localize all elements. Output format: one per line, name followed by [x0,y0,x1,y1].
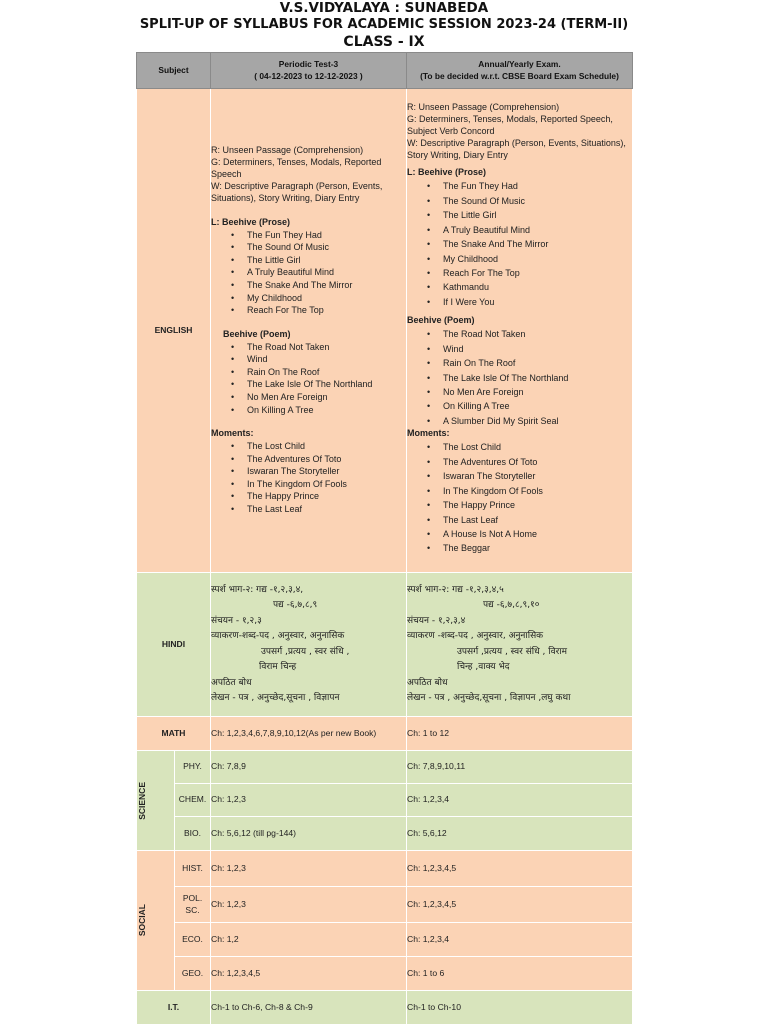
social-sub-cell: GEO. [175,957,211,991]
hindi-pt-cell [211,573,407,717]
science-row [137,784,633,817]
hindi-pt-line: पद्य -६,७,८,९ [273,600,318,610]
science-annual-cell: Ch: 1,2,3,4 [407,784,633,817]
science-annual-cell: Ch: 5,6,12 [407,817,633,851]
social-label: SOCIAL [137,904,147,937]
list-item: • The Adventures Of Toto [407,455,632,469]
list-item: • A Slumber Did My Spirit Seal [407,414,632,428]
annual-exam-note: (To be decided w.r.t. CBSE Board Exam Schedule) [420,70,619,81]
social-sub-cell: HIST. [175,851,211,887]
hindi-pt-line: लेखन - पत्र , अनुच्छेद,सूचना , विज्ञापन [211,693,340,703]
science-row [137,751,633,784]
hindi-pt-line: व्याकरण-शब्द-पद , अनुस्वार, अनुनासिक [211,631,345,641]
list-item: • The Road Not Taken [407,327,632,341]
english-annual-moments-list [407,440,632,556]
social-row [137,923,633,957]
science-sub-cell: BIO. [175,817,211,851]
list-item: • Iswaran The Storyteller [211,465,406,478]
list-item: • The Happy Prince [407,498,632,512]
table-header-row [137,53,633,89]
social-row [137,957,633,991]
list-item: • The Lake Isle Of The Northland [407,371,632,385]
english-annual-poem-heading: Beehive (Poem) [407,315,475,326]
list-item: • Reach For The Top [407,266,632,280]
english-pt-cell [211,89,407,573]
list-item: • A House Is Not A Home [407,527,632,541]
list-item: • If I Were You [407,295,632,309]
list-item: • On Killing A Tree [211,404,406,417]
english-pt-poem-list [211,341,406,417]
hindi-annual-line: अपठित बोध [407,677,448,688]
hindi-annual-line: उपसर्ग ,प्रत्यय , स्वर संधि , विराम [457,646,567,657]
math-subject-cell: MATH [137,717,211,751]
list-item: • No Men Are Foreign [407,385,632,399]
list-item: • Wind [407,342,632,356]
science-pt-cell: Ch: 5,6,12 (till pg-144) [211,817,407,851]
english-annual-reading: R: Unseen Passage (Comprehension) [407,102,560,112]
list-item: • On Killing A Tree [407,399,632,413]
english-pt-poem-heading: Beehive (Poem) [223,328,291,339]
periodic-test-dates: ( 04-12-2023 to 12-12-2023 ) [254,70,363,81]
hindi-pt-line: अपठित बोध [211,677,252,688]
english-pt-prose-heading: L: Beehive (Prose) [211,216,291,227]
list-item: • The Fun They Had [211,229,406,242]
school-name: V.S.VIDYALAYA : SUNABEDA [279,0,489,16]
list-item: • Kathmandu [407,280,632,294]
english-subject-cell: ENGLISH [137,89,211,573]
list-item: • A Truly Beautiful Mind [407,223,632,237]
science-sub-cell: PHY. [175,751,211,784]
english-annual-prose-heading: L: Beehive (Prose) [407,167,487,178]
english-pt-reading: R: Unseen Passage (Comprehension) [211,145,364,156]
social-annual-cell: Ch: 1,2,3,4 [407,923,633,957]
science-pt-cell: Ch: 7,8,9 [211,751,407,784]
list-item: • My Childhood [211,292,406,305]
math-annual-cell: Ch: 1 to 12 [407,717,633,751]
list-item: • Wind [211,353,406,366]
list-item: • A Truly Beautiful Mind [211,266,406,279]
list-item: • In The Kingdom Of Fools [211,478,406,491]
hindi-annual-cell [407,573,633,717]
hindi-annual-line: लेखन - पत्र , अनुच्छेद,सूचना , विज्ञापन ,लघु कथा [407,693,571,703]
science-row [137,817,633,851]
hindi-annual-line: व्याकरण -शब्द-पद , अनुस्वार, अनुनासिक [407,631,544,641]
hindi-pt-line: उपसर्ग ,प्रत्यय , स्वर संधि , [261,646,350,657]
it-subject-cell: I.T. [137,991,211,1024]
subject-column-header: Subject [137,53,211,89]
hindi-annual-line: पद्य -६,७,८,९,१० [483,600,540,610]
list-item: • No Men Are Foreign [211,391,406,404]
hindi-subject-cell: HINDI [137,573,211,717]
english-annual-poem-list [407,327,632,428]
english-annual-grammar: G: Determiners, Tenses, Modals, Reported Speech, Subject Verb Concord [407,113,613,136]
annual-exam-title: Annual/Yearly Exam. [478,59,561,70]
english-pt-grammar: G: Determiners, Tenses, Modals, Reported Speech [211,157,382,180]
social-sub-cell: POL. SC. [175,887,211,923]
periodic-test-title: Periodic Test-3 [278,59,339,70]
math-row [137,717,633,751]
english-annual-writing: W: Descriptive Paragraph (Person, Events, Situations), Story Writing, Diary Entry [407,137,626,160]
list-item: • Rain On The Roof [407,356,632,370]
math-pt-cell: Ch: 1,2,3,4,6,7,8,9,10,12(As per new Book) [211,717,407,751]
english-annual-prose-list [407,179,632,309]
list-item: • Iswaran The Storyteller [407,469,632,483]
social-row [137,887,633,923]
social-pt-cell: Ch: 1,2,3,4,5 [211,957,407,991]
science-sub-cell: CHEM. [175,784,211,817]
social-subject-cell [137,851,175,991]
it-pt-cell: Ch-1 to Ch-6, Ch-8 & Ch-9 [211,991,407,1024]
hindi-pt-line: स्पर्श भाग-२: गद्य -१,२,३,४, [211,584,304,595]
hindi-annual-line: स्पर्श भाग-२: गद्य -१,२,३,४,५ [407,584,504,595]
list-item: • The Sound Of Music [407,194,632,208]
science-annual-cell: Ch: 7,8,9,10,11 [407,751,633,784]
english-pt-moments-list [211,440,406,516]
social-pt-cell: Ch: 1,2 [211,923,407,957]
list-item: • The Road Not Taken [211,341,406,354]
english-annual-moments-heading: Moments: [407,428,450,439]
list-item: • My Childhood [407,252,632,266]
class-title: CLASS - IX [343,34,425,50]
science-pt-cell: Ch: 1,2,3 [211,784,407,817]
science-subject-cell [137,751,175,851]
social-annual-cell: Ch: 1 to 6 [407,957,633,991]
list-item: • The Beggar [407,541,632,555]
it-annual-cell: Ch-1 to Ch-10 [407,991,633,1024]
list-item: • The Fun They Had [407,179,632,193]
annual-exam-column-header [407,53,633,89]
list-item: • The Sound Of Music [211,241,406,254]
list-item: • The Last Leaf [211,503,406,516]
list-item: • Rain On The Roof [211,366,406,379]
social-annual-cell: Ch: 1,2,3,4,5 [407,887,633,923]
list-item: • The Snake And The Mirror [407,237,632,251]
science-label: SCIENCE [137,781,147,820]
hindi-row [137,573,633,717]
social-row [137,851,633,887]
hindi-pt-line: संचयन - १,२,३ [211,615,262,626]
english-pt-writing: W: Descriptive Paragraph (Person, Events, Situations), Story Writing, Diary Entry [211,180,383,203]
hindi-pt-line: विराम चिन्ह [259,662,297,672]
social-annual-cell: Ch: 1,2,3,4,5 [407,851,633,887]
list-item: • In The Kingdom Of Fools [407,484,632,498]
english-pt-moments-heading: Moments: [211,428,254,439]
list-item: • The Snake And The Mirror [211,279,406,292]
list-item: • Reach For The Top [211,304,406,317]
list-item: • The Happy Prince [211,490,406,503]
periodic-test-column-header [211,53,407,89]
english-row [137,89,633,573]
english-annual-cell [407,89,633,573]
syllabus-table [136,52,633,1024]
it-row [137,991,633,1024]
list-item: • The Lost Child [407,440,632,454]
social-pt-cell: Ch: 1,2,3 [211,887,407,923]
list-item: • The Last Leaf [407,513,632,527]
document-title: SPLIT-UP OF SYLLABUS FOR ACADEMIC SESSION 2023-24 (TERM-II) [139,17,629,32]
hindi-annual-line: संचयन - १,२,३,४ [407,615,466,626]
english-pt-prose-list [211,229,406,317]
social-pt-cell: Ch: 1,2,3 [211,851,407,887]
list-item: • The Lost Child [211,440,406,453]
list-item: • The Little Girl [211,254,406,267]
list-item: • The Little Girl [407,208,632,222]
hindi-annual-line: चिन्ह ,वाक्य भेद [457,662,510,672]
list-item: • The Lake Isle Of The Northland [211,378,406,391]
social-sub-cell: ECO. [175,923,211,957]
list-item: • The Adventures Of Toto [211,453,406,466]
